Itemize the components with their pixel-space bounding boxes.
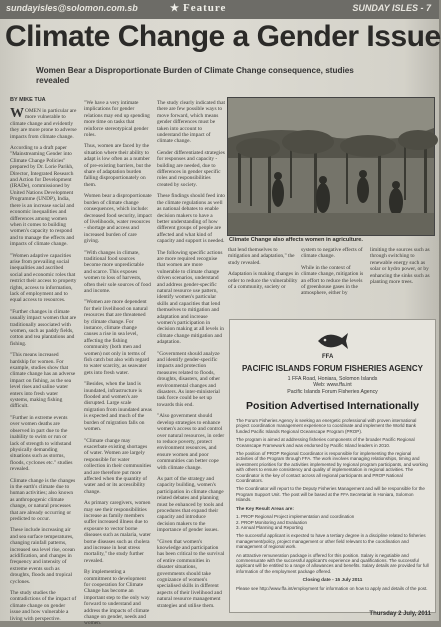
star-icon: ★ [170, 3, 180, 14]
paragraph: "Given that women's knowledge and participation has been critical to the survival of entire communities in disaster situations, governments should take cognizance of women's specialised skills in different aspects of their livelihood and natural resource management strategies and utilise them. [157, 538, 225, 609]
paragraph: "Government should analyze and identify gender-specific impacts and protection measures related to floods, droughts, disasters, and other environmental changes and disasters. As inter-ministerial task force could be set up towards this end. [157, 350, 221, 408]
paragraph: "This means increased hardship for women. For example, studies show that climate change has an adverse impact on fishing, as the sea level rises and saline water enters into fresh water systems, making fishing difficult. [10, 352, 76, 410]
page-date: Thursday 2 July, 2011 [369, 611, 431, 617]
paragraph: "Besides, when the land is inundated, infrastructure is flooded and women's are disrupted. Large scale migration from inundated areas is expected and much of the burden of migration falls on women. [84, 381, 152, 433]
paragraph: These findings should feed into the climate regulations as well as national debates to enable decision makers to have a better understanding of how different groups of people are affected and what kind of capacity and support is needed. [157, 193, 225, 245]
paragraph: According to a draft paper "Mainstreaming Gender into Climate Change Policies" prepared by Dr. Lorie Parikh, Director, Integrated Research and Action for Development (IRADe), commissioned by United Nations Development Programme (UNDP), India, there is an increase social and economic inequalities and differences among women when it comes to building women's capacity to respond and to manage the effects and impacts of climate change. [10, 145, 75, 248]
article-column-4 [228, 247, 300, 307]
paragraph: "Women adaptive capacities arise from prevailing social inequalities and ascribed social and economic roles that restrict their access to property rights, access to information, lack of employment and to equal access to resources. [10, 252, 77, 304]
advert-list-item: 3. Annual Planning and Reporting [236, 524, 304, 530]
masthead-bar [0, 0, 439, 19]
advert-title: Position Advertised Internationally [246, 400, 419, 412]
paragraph: "With changes in climate, traditional food sources become more unpredictable and scarce. This exposes women to loss of harvests, often their sole sources of food and income. [84, 249, 151, 294]
paragraph: Adaptation is making changes in order to reduce the vulnerability of a community, society or [228, 271, 299, 291]
paragraph: system to negative effects of climate change. [301, 247, 363, 260]
advert-paragraph: An attractive remuneration package is offered for this position. Salary is negotiable and commensurate with the successful applicant's experience and qualifications. The successful applicant will be entitled to a range of allowances and benefits. Salary details are provided for full information of the employment package offered. [236, 552, 429, 574]
article-headline: Climate Change a Gender Issue [5, 20, 441, 53]
magazine-label: SUNDAY ISLES - 7 [352, 3, 431, 13]
advert-list-item: 2. PROP Monitoring and Evaluation [236, 519, 307, 525]
paragraph: The study clearly indicated that there are few possible ways to move forward, which means gender differences must be taken into account to understand the impact of climate change. [157, 100, 225, 145]
paragraph: These include increasing air and sea surface temperatures, changing rainfall patterns, increased sea level rise, ocean acidification, and changes in frequency and intensity of extreme events such as droughts, floods and tropical cyclones. [10, 527, 75, 585]
address-line: Pacific Islands Forum Fisheries Agency [287, 388, 378, 395]
paragraph: Thus, women are faced by the situation where their ability to adapt is low often as a number of pre-existing barriers, but the share of adaptation burden falling disproportionately on them. [84, 143, 151, 188]
section-label [170, 2, 226, 14]
article-byline: BY MIKE TUA [10, 97, 46, 103]
advert-key-areas-heading: The Key Result Areas are: [236, 505, 294, 511]
article-column-6 [370, 247, 432, 307]
advert-paragraph: The Forum Fisheries Agency is seeking an energetic professional with proven international project coordination management experience to coordinate and implement the World Bank funded Pacific Islands Regional Oceanscape Program (PROP). [236, 418, 417, 434]
paragraph: "Women are more dependent for their livelihood on natural resources that are threatened by climate change. For instance, climate change causes a rise in sea level, affecting the fishing community (both men and women) not only in terms of fish catch but also with regard to water scarcity, as seawater gets into fresh water. [84, 299, 150, 376]
article-column-5 [301, 247, 367, 307]
paragraph: "Further changes in climate usually impact women that are traditionally associated with women, such as paddy fields, cotton and tea plantations and fishing. [10, 308, 77, 347]
paragraph: "Climate change may exacerbate existing shortages of water. Women are largely responsible for water collection in their communities and are therefore put more affected when the quantity of water and or its accessibility change. [84, 437, 152, 495]
article-column-3 [157, 100, 225, 616]
paragraph-text: OMEN in particular are more vulnerable to climate change and evidently they are more prone to adverse impacts from climate change. [10, 108, 77, 140]
paragraph: "We have a very intimate implications for gender relations may end up spending more time on tasks that reinforce stereotypical gender roles. [84, 100, 150, 139]
article-photo [227, 97, 435, 236]
address-line: 1 FFA Road, Honiara, Solomon Islands [287, 376, 378, 382]
job-advertisement [229, 319, 436, 613]
paragraph: that lend themselves to mitigation and adaptation," the study revealed. [228, 247, 295, 266]
closing-date: Closing date - 15 July 2011 [302, 577, 363, 583]
farming-photo-image [228, 98, 434, 235]
advert-body [236, 418, 429, 594]
paragraph: "Further in extreme events over women deaths are observed in part due to the inability to swim or run or lack of strength to withstand physically demanding situations such as storms, floods, cyclones etc." studies revealed. [10, 414, 73, 473]
advert-paragraph: The position of PROP Regional Coordinator is responsible for implementing the regional activities of the Program through FFA. The work involves managing relationships, timing and investment priorities for the activities implemented by regional program participants, and working with others to ensure consistency and quality of implementation in regional activities. The Coordinator is the key of contact across all regional participants and PROP National Coordinators. [236, 451, 428, 484]
paragraph: Climate change is the changes in the earth's climate due to human activities; also known as anthropogenic climate change, or natural processes that are already occurring or predicted to occur. [10, 477, 76, 522]
agency-address [230, 376, 435, 395]
masthead-url: sundayisles@solomon.com.sb [6, 3, 138, 13]
agency-name: PACIFIC ISLANDS FORUM FISHERIES AGENCY [242, 364, 423, 373]
ffa-fish-logo-icon [316, 328, 350, 354]
advert-list-item: 1. PROP Regional Project implementation and coordination [236, 514, 355, 520]
address-line: Web: www.ffa.int [313, 382, 352, 389]
paragraph: As part of the strategy and capacity building, women's participation in climate change related debates and planning must be enhanced by tools and procedures that expand their capacity and introduce decision makers to the importance of gender issues. [157, 475, 224, 534]
article-column-1 [10, 106, 77, 622]
ffa-logo-text: FFA [322, 354, 334, 360]
paragraph: While in the context of climate change, mitigation is an effort to reduce the levels of greenhouse gases in the atmosphere, either by [301, 264, 364, 297]
advert-paragraph: The program is aimed at addressing fisheries components of the broader Pacific Regional Oceanscape Framework and was endorsed by Pacific Island leaders in 2010. [236, 437, 415, 448]
paragraph [10, 108, 77, 140]
advert-paragraph: The successful applicant is expected to have a tertiary degree in a discipline related to fisheries management/policy, project management or other field relevant to the coordination and management of regional work. [236, 533, 426, 550]
paragraph: The study studies the contradictions of the impact of climate change on gender issue and how vulnerable a living with perspective. [10, 590, 77, 622]
article-subheadline: Women Bear a Disproportionate Burden of Climate Change consequence, studies revealed [36, 66, 354, 85]
paragraph: By implementing a commitment to development for cooperation for Climate Change has become an important step to the only way forward to understand and address the impacts of climate change on gender, needs and women. [84, 569, 150, 627]
advert-paragraph: The Coordinator will report to the Deputy Fisheries Management and will be responsible for the Program Support Unit. The post will be based at the FFA Secretariat in Honiara, Solomon Islands. [236, 486, 425, 503]
paragraph: Women bear a disproportionate burden of climate change consequences, which include: decreased food security, impact of livelihoods, water resources - shortage and access and increased burden of care giving. [84, 193, 152, 245]
photo-caption: Climate Change also affects women in agriculture. [229, 237, 363, 243]
paragraph: Gender differentiated strategies for responses and capacity - building are needed, due to differences in gender specific roles and responsibilities created by society. [157, 149, 225, 188]
drop-cap: W [10, 106, 24, 121]
paragraph: The following specific actions are more required recognise that women are more vulnerable to climate change driven scenarios, understand and address gender-specific natural resource use pattern, identify women's particular skills and capacities that lend themselves to mitigation and adaptation and increase women's participation in decision making at all levels in climate change mitigation and adaptation. [157, 249, 224, 346]
paragraph: "Also government should develop strategies to enhance women's access to and control over natural resources, in order to reduce poverty, protect environment resources, and ensure women and poor communities can better cope with climate change. [157, 413, 225, 471]
article-column-2 [84, 100, 152, 627]
advert-paragraph: Please see http://www.ffa.int/employment for information on how to apply and details of the post. [236, 585, 428, 591]
paragraph: limiting the sources such as through switching to renewable energy such as solar or hydro power, or by enhancing the sinks such as planting more trees. [370, 247, 430, 286]
paragraph: As primary caregivers, women may see their responsibilities increase as family members suffer increased illness due to exposure to vector borne diseases such as malaria, water borne diseases such as cholera and increase in heat stress mortality," the study further revealed. [84, 500, 151, 564]
section-text: Feature [182, 2, 227, 14]
